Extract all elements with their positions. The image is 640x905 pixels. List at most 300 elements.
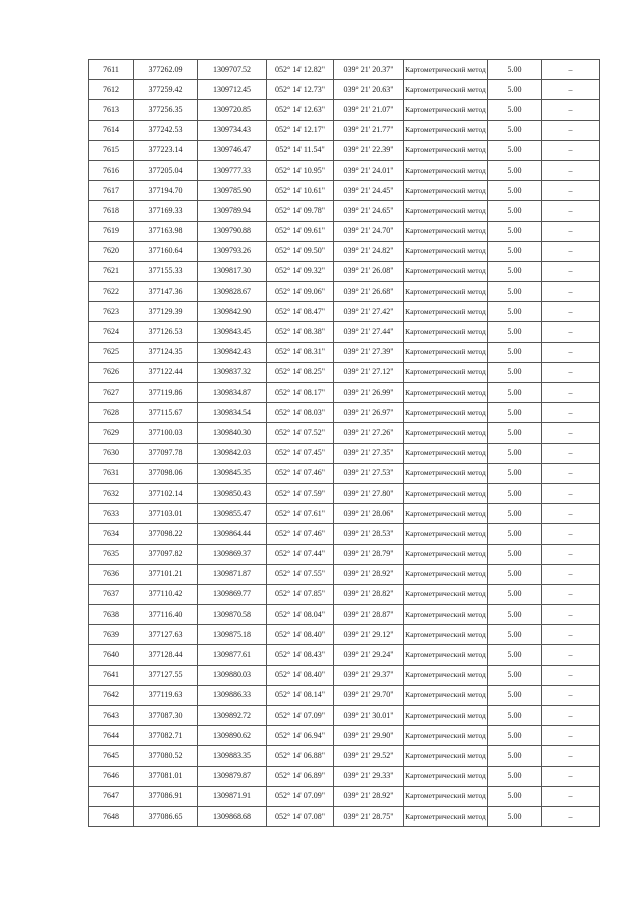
point-number-cell: 7639 xyxy=(89,625,134,645)
y-coordinate-cell: 1309892.72 xyxy=(198,706,267,726)
latitude-cell: 052° 14' 07.09" xyxy=(267,706,334,726)
method-cell: Картометрический метод xyxy=(404,685,488,705)
point-number-cell: 7631 xyxy=(89,463,134,483)
table-row xyxy=(89,625,600,645)
latitude-cell: 052° 14' 08.03" xyxy=(267,403,334,423)
x-coordinate-cell: 377115.67 xyxy=(134,403,198,423)
note-cell: – xyxy=(542,746,600,766)
method-cell: Картометрический метод xyxy=(404,584,488,604)
x-coordinate-cell: 377147.36 xyxy=(134,282,198,302)
x-coordinate-cell: 377129.39 xyxy=(134,302,198,322)
note-cell: – xyxy=(542,706,600,726)
accuracy-cell: 5.00 xyxy=(488,463,542,483)
y-coordinate-cell: 1309875.18 xyxy=(198,625,267,645)
table-row xyxy=(89,645,600,665)
point-number-cell: 7621 xyxy=(89,261,134,281)
latitude-cell: 052° 14' 12.82" xyxy=(267,60,334,80)
y-coordinate-cell: 1309712.45 xyxy=(198,80,267,100)
table-row xyxy=(89,685,600,705)
note-cell: – xyxy=(542,342,600,362)
point-number-cell: 7623 xyxy=(89,302,134,322)
table-row xyxy=(89,443,600,463)
longitude-cell: 039° 21' 24.01" xyxy=(334,160,404,180)
table-row xyxy=(89,181,600,201)
y-coordinate-cell: 1309817.30 xyxy=(198,261,267,281)
method-cell: Картометрический метод xyxy=(404,100,488,120)
y-coordinate-cell: 1309870.58 xyxy=(198,605,267,625)
y-coordinate-cell: 1309840.30 xyxy=(198,423,267,443)
longitude-cell: 039° 21' 28.82" xyxy=(334,584,404,604)
point-number-cell: 7644 xyxy=(89,726,134,746)
point-number-cell: 7626 xyxy=(89,362,134,382)
method-cell: Картометрический метод xyxy=(404,302,488,322)
method-cell: Картометрический метод xyxy=(404,282,488,302)
method-cell: Картометрический метод xyxy=(404,504,488,524)
y-coordinate-cell: 1309842.90 xyxy=(198,302,267,322)
table-row xyxy=(89,362,600,382)
note-cell: – xyxy=(542,645,600,665)
method-cell: Картометрический метод xyxy=(404,564,488,584)
x-coordinate-cell: 377086.91 xyxy=(134,786,198,806)
point-number-cell: 7615 xyxy=(89,140,134,160)
latitude-cell: 052° 14' 09.78" xyxy=(267,201,334,221)
table-row xyxy=(89,60,600,80)
point-number-cell: 7647 xyxy=(89,786,134,806)
accuracy-cell: 5.00 xyxy=(488,342,542,362)
latitude-cell: 052° 14' 10.95" xyxy=(267,160,334,180)
x-coordinate-cell: 377101.21 xyxy=(134,564,198,584)
note-cell: – xyxy=(542,160,600,180)
method-cell: Картометрический метод xyxy=(404,120,488,140)
method-cell: Картометрический метод xyxy=(404,221,488,241)
table-row xyxy=(89,423,600,443)
point-number-cell: 7638 xyxy=(89,605,134,625)
note-cell: – xyxy=(542,483,600,503)
note-cell: – xyxy=(542,443,600,463)
point-number-cell: 7648 xyxy=(89,806,134,826)
method-cell: Картометрический метод xyxy=(404,605,488,625)
note-cell: – xyxy=(542,504,600,524)
x-coordinate-cell: 377262.09 xyxy=(134,60,198,80)
accuracy-cell: 5.00 xyxy=(488,746,542,766)
accuracy-cell: 5.00 xyxy=(488,160,542,180)
y-coordinate-cell: 1309871.87 xyxy=(198,564,267,584)
x-coordinate-cell: 377126.53 xyxy=(134,322,198,342)
method-cell: Картометрический метод xyxy=(404,706,488,726)
note-cell: – xyxy=(542,362,600,382)
longitude-cell: 039° 21' 21.07" xyxy=(334,100,404,120)
table-row xyxy=(89,504,600,524)
x-coordinate-cell: 377155.33 xyxy=(134,261,198,281)
longitude-cell: 039° 21' 27.80" xyxy=(334,483,404,503)
latitude-cell: 052° 14' 09.50" xyxy=(267,241,334,261)
note-cell: – xyxy=(542,544,600,564)
table-row xyxy=(89,120,600,140)
point-number-cell: 7614 xyxy=(89,120,134,140)
latitude-cell: 052° 14' 08.31" xyxy=(267,342,334,362)
longitude-cell: 039° 21' 27.53" xyxy=(334,463,404,483)
longitude-cell: 039° 21' 26.97" xyxy=(334,403,404,423)
latitude-cell: 052° 14' 08.17" xyxy=(267,383,334,403)
note-cell: – xyxy=(542,463,600,483)
accuracy-cell: 5.00 xyxy=(488,201,542,221)
point-number-cell: 7630 xyxy=(89,443,134,463)
x-coordinate-cell: 377128.44 xyxy=(134,645,198,665)
note-cell: – xyxy=(542,140,600,160)
x-coordinate-cell: 377124.35 xyxy=(134,342,198,362)
note-cell: – xyxy=(542,766,600,786)
accuracy-cell: 5.00 xyxy=(488,261,542,281)
accuracy-cell: 5.00 xyxy=(488,241,542,261)
longitude-cell: 039° 21' 27.26" xyxy=(334,423,404,443)
x-coordinate-cell: 377097.78 xyxy=(134,443,198,463)
longitude-cell: 039° 21' 27.39" xyxy=(334,342,404,362)
note-cell: – xyxy=(542,302,600,322)
x-coordinate-cell: 377080.52 xyxy=(134,746,198,766)
accuracy-cell: 5.00 xyxy=(488,60,542,80)
table-row xyxy=(89,706,600,726)
table-row xyxy=(89,524,600,544)
accuracy-cell: 5.00 xyxy=(488,806,542,826)
longitude-cell: 039° 21' 30.01" xyxy=(334,706,404,726)
latitude-cell: 052° 14' 07.85" xyxy=(267,584,334,604)
point-number-cell: 7624 xyxy=(89,322,134,342)
y-coordinate-cell: 1309777.33 xyxy=(198,160,267,180)
method-cell: Картометрический метод xyxy=(404,80,488,100)
table-row xyxy=(89,746,600,766)
point-number-cell: 7612 xyxy=(89,80,134,100)
note-cell: – xyxy=(542,524,600,544)
method-cell: Картометрический метод xyxy=(404,261,488,281)
method-cell: Картометрический метод xyxy=(404,181,488,201)
longitude-cell: 039° 21' 20.37" xyxy=(334,60,404,80)
x-coordinate-cell: 377169.33 xyxy=(134,201,198,221)
note-cell: – xyxy=(542,221,600,241)
y-coordinate-cell: 1309734.43 xyxy=(198,120,267,140)
method-cell: Картометрический метод xyxy=(404,786,488,806)
longitude-cell: 039° 21' 29.24" xyxy=(334,645,404,665)
longitude-cell: 039° 21' 28.92" xyxy=(334,786,404,806)
x-coordinate-cell: 377098.22 xyxy=(134,524,198,544)
table-row xyxy=(89,140,600,160)
point-number-cell: 7620 xyxy=(89,241,134,261)
latitude-cell: 052° 14' 08.25" xyxy=(267,362,334,382)
latitude-cell: 052° 14' 08.43" xyxy=(267,645,334,665)
latitude-cell: 052° 14' 07.45" xyxy=(267,443,334,463)
longitude-cell: 039° 21' 24.45" xyxy=(334,181,404,201)
accuracy-cell: 5.00 xyxy=(488,564,542,584)
table-row xyxy=(89,726,600,746)
coordinates-table xyxy=(88,59,600,827)
note-cell: – xyxy=(542,120,600,140)
method-cell: Картометрический метод xyxy=(404,140,488,160)
x-coordinate-cell: 377256.35 xyxy=(134,100,198,120)
point-number-cell: 7636 xyxy=(89,564,134,584)
point-number-cell: 7619 xyxy=(89,221,134,241)
longitude-cell: 039° 21' 29.90" xyxy=(334,726,404,746)
table-row xyxy=(89,383,600,403)
accuracy-cell: 5.00 xyxy=(488,181,542,201)
point-number-cell: 7617 xyxy=(89,181,134,201)
table-row xyxy=(89,544,600,564)
accuracy-cell: 5.00 xyxy=(488,383,542,403)
longitude-cell: 039° 21' 28.92" xyxy=(334,564,404,584)
longitude-cell: 039° 21' 24.82" xyxy=(334,241,404,261)
y-coordinate-cell: 1309869.37 xyxy=(198,544,267,564)
x-coordinate-cell: 377223.14 xyxy=(134,140,198,160)
point-number-cell: 7625 xyxy=(89,342,134,362)
longitude-cell: 039° 21' 28.75" xyxy=(334,806,404,826)
latitude-cell: 052° 14' 08.04" xyxy=(267,605,334,625)
latitude-cell: 052° 14' 07.55" xyxy=(267,564,334,584)
y-coordinate-cell: 1309845.35 xyxy=(198,463,267,483)
latitude-cell: 052° 14' 06.88" xyxy=(267,746,334,766)
method-cell: Картометрический метод xyxy=(404,806,488,826)
note-cell: – xyxy=(542,241,600,261)
accuracy-cell: 5.00 xyxy=(488,322,542,342)
accuracy-cell: 5.00 xyxy=(488,544,542,564)
x-coordinate-cell: 377122.44 xyxy=(134,362,198,382)
method-cell: Картометрический метод xyxy=(404,322,488,342)
latitude-cell: 052° 14' 08.40" xyxy=(267,625,334,645)
method-cell: Картометрический метод xyxy=(404,403,488,423)
y-coordinate-cell: 1309886.33 xyxy=(198,685,267,705)
longitude-cell: 039° 21' 24.70" xyxy=(334,221,404,241)
x-coordinate-cell: 377259.42 xyxy=(134,80,198,100)
latitude-cell: 052° 14' 07.44" xyxy=(267,544,334,564)
longitude-cell: 039° 21' 20.63" xyxy=(334,80,404,100)
accuracy-cell: 5.00 xyxy=(488,362,542,382)
latitude-cell: 052° 14' 12.63" xyxy=(267,100,334,120)
note-cell: – xyxy=(542,181,600,201)
latitude-cell: 052° 14' 06.94" xyxy=(267,726,334,746)
y-coordinate-cell: 1309883.35 xyxy=(198,746,267,766)
table-row xyxy=(89,605,600,625)
method-cell: Картометрический метод xyxy=(404,625,488,645)
method-cell: Картометрический метод xyxy=(404,544,488,564)
latitude-cell: 052° 14' 07.46" xyxy=(267,463,334,483)
latitude-cell: 052° 14' 12.17" xyxy=(267,120,334,140)
note-cell: – xyxy=(542,201,600,221)
note-cell: – xyxy=(542,786,600,806)
latitude-cell: 052° 14' 11.54" xyxy=(267,140,334,160)
latitude-cell: 052° 14' 12.73" xyxy=(267,80,334,100)
longitude-cell: 039° 21' 27.44" xyxy=(334,322,404,342)
accuracy-cell: 5.00 xyxy=(488,282,542,302)
y-coordinate-cell: 1309720.85 xyxy=(198,100,267,120)
y-coordinate-cell: 1309785.90 xyxy=(198,181,267,201)
note-cell: – xyxy=(542,685,600,705)
method-cell: Картометрический метод xyxy=(404,524,488,544)
accuracy-cell: 5.00 xyxy=(488,140,542,160)
y-coordinate-cell: 1309880.03 xyxy=(198,665,267,685)
table-body xyxy=(89,60,600,827)
accuracy-cell: 5.00 xyxy=(488,120,542,140)
note-cell: – xyxy=(542,726,600,746)
accuracy-cell: 5.00 xyxy=(488,504,542,524)
table-row xyxy=(89,584,600,604)
table-row xyxy=(89,261,600,281)
y-coordinate-cell: 1309828.67 xyxy=(198,282,267,302)
accuracy-cell: 5.00 xyxy=(488,726,542,746)
note-cell: – xyxy=(542,625,600,645)
method-cell: Картометрический метод xyxy=(404,241,488,261)
longitude-cell: 039° 21' 29.70" xyxy=(334,685,404,705)
latitude-cell: 052° 14' 06.89" xyxy=(267,766,334,786)
method-cell: Картометрический метод xyxy=(404,766,488,786)
longitude-cell: 039° 21' 26.99" xyxy=(334,383,404,403)
x-coordinate-cell: 377087.30 xyxy=(134,706,198,726)
longitude-cell: 039° 21' 29.37" xyxy=(334,665,404,685)
y-coordinate-cell: 1309789.94 xyxy=(198,201,267,221)
point-number-cell: 7627 xyxy=(89,383,134,403)
y-coordinate-cell: 1309793.26 xyxy=(198,241,267,261)
latitude-cell: 052° 14' 07.09" xyxy=(267,786,334,806)
point-number-cell: 7634 xyxy=(89,524,134,544)
note-cell: – xyxy=(542,403,600,423)
longitude-cell: 039° 21' 26.08" xyxy=(334,261,404,281)
longitude-cell: 039° 21' 27.12" xyxy=(334,362,404,382)
table-row xyxy=(89,806,600,826)
longitude-cell: 039° 21' 29.33" xyxy=(334,766,404,786)
accuracy-cell: 5.00 xyxy=(488,605,542,625)
table-row xyxy=(89,483,600,503)
accuracy-cell: 5.00 xyxy=(488,584,542,604)
method-cell: Картометрический метод xyxy=(404,463,488,483)
latitude-cell: 052° 14' 07.59" xyxy=(267,483,334,503)
x-coordinate-cell: 377100.03 xyxy=(134,423,198,443)
table-row xyxy=(89,665,600,685)
method-cell: Картометрический метод xyxy=(404,60,488,80)
y-coordinate-cell: 1309869.77 xyxy=(198,584,267,604)
y-coordinate-cell: 1309837.32 xyxy=(198,362,267,382)
point-number-cell: 7616 xyxy=(89,160,134,180)
x-coordinate-cell: 377097.82 xyxy=(134,544,198,564)
longitude-cell: 039° 21' 26.68" xyxy=(334,282,404,302)
longitude-cell: 039° 21' 24.65" xyxy=(334,201,404,221)
x-coordinate-cell: 377119.63 xyxy=(134,685,198,705)
table-row xyxy=(89,403,600,423)
table-row xyxy=(89,221,600,241)
point-number-cell: 7622 xyxy=(89,282,134,302)
point-number-cell: 7613 xyxy=(89,100,134,120)
point-number-cell: 7633 xyxy=(89,504,134,524)
latitude-cell: 052° 14' 07.61" xyxy=(267,504,334,524)
method-cell: Картометрический метод xyxy=(404,201,488,221)
y-coordinate-cell: 1309790.88 xyxy=(198,221,267,241)
x-coordinate-cell: 377086.65 xyxy=(134,806,198,826)
longitude-cell: 039° 21' 28.79" xyxy=(334,544,404,564)
table-row xyxy=(89,100,600,120)
table-row xyxy=(89,766,600,786)
note-cell: – xyxy=(542,100,600,120)
latitude-cell: 052° 14' 07.46" xyxy=(267,524,334,544)
y-coordinate-cell: 1309707.52 xyxy=(198,60,267,80)
note-cell: – xyxy=(542,564,600,584)
latitude-cell: 052° 14' 08.14" xyxy=(267,685,334,705)
method-cell: Картометрический метод xyxy=(404,342,488,362)
table-row xyxy=(89,302,600,322)
accuracy-cell: 5.00 xyxy=(488,625,542,645)
method-cell: Картометрический метод xyxy=(404,423,488,443)
y-coordinate-cell: 1309834.87 xyxy=(198,383,267,403)
y-coordinate-cell: 1309890.62 xyxy=(198,726,267,746)
longitude-cell: 039° 21' 27.42" xyxy=(334,302,404,322)
latitude-cell: 052° 14' 07.08" xyxy=(267,806,334,826)
point-number-cell: 7637 xyxy=(89,584,134,604)
x-coordinate-cell: 377205.04 xyxy=(134,160,198,180)
point-number-cell: 7618 xyxy=(89,201,134,221)
y-coordinate-cell: 1309871.91 xyxy=(198,786,267,806)
y-coordinate-cell: 1309746.47 xyxy=(198,140,267,160)
table-row xyxy=(89,463,600,483)
table-row xyxy=(89,342,600,362)
table-row xyxy=(89,564,600,584)
accuracy-cell: 5.00 xyxy=(488,766,542,786)
point-number-cell: 7629 xyxy=(89,423,134,443)
method-cell: Картометрический метод xyxy=(404,362,488,382)
note-cell: – xyxy=(542,261,600,281)
longitude-cell: 039° 21' 22.39" xyxy=(334,140,404,160)
point-number-cell: 7628 xyxy=(89,403,134,423)
note-cell: – xyxy=(542,605,600,625)
accuracy-cell: 5.00 xyxy=(488,100,542,120)
note-cell: – xyxy=(542,60,600,80)
method-cell: Картометрический метод xyxy=(404,383,488,403)
y-coordinate-cell: 1309842.43 xyxy=(198,342,267,362)
longitude-cell: 039° 21' 29.52" xyxy=(334,746,404,766)
y-coordinate-cell: 1309864.44 xyxy=(198,524,267,544)
longitude-cell: 039° 21' 27.35" xyxy=(334,443,404,463)
x-coordinate-cell: 377082.71 xyxy=(134,726,198,746)
method-cell: Картометрический метод xyxy=(404,645,488,665)
accuracy-cell: 5.00 xyxy=(488,483,542,503)
point-number-cell: 7642 xyxy=(89,685,134,705)
x-coordinate-cell: 377102.14 xyxy=(134,483,198,503)
x-coordinate-cell: 377081.01 xyxy=(134,766,198,786)
latitude-cell: 052° 14' 09.32" xyxy=(267,261,334,281)
note-cell: – xyxy=(542,383,600,403)
method-cell: Картометрический метод xyxy=(404,483,488,503)
x-coordinate-cell: 377160.64 xyxy=(134,241,198,261)
y-coordinate-cell: 1309877.61 xyxy=(198,645,267,665)
x-coordinate-cell: 377098.06 xyxy=(134,463,198,483)
point-number-cell: 7641 xyxy=(89,665,134,685)
longitude-cell: 039° 21' 28.53" xyxy=(334,524,404,544)
latitude-cell: 052° 14' 10.61" xyxy=(267,181,334,201)
accuracy-cell: 5.00 xyxy=(488,221,542,241)
longitude-cell: 039° 21' 28.87" xyxy=(334,605,404,625)
y-coordinate-cell: 1309842.03 xyxy=(198,443,267,463)
table-row xyxy=(89,241,600,261)
longitude-cell: 039° 21' 28.06" xyxy=(334,504,404,524)
method-cell: Картометрический метод xyxy=(404,443,488,463)
table-row xyxy=(89,201,600,221)
latitude-cell: 052° 14' 08.38" xyxy=(267,322,334,342)
note-cell: – xyxy=(542,584,600,604)
note-cell: – xyxy=(542,282,600,302)
latitude-cell: 052° 14' 08.47" xyxy=(267,302,334,322)
table-row xyxy=(89,322,600,342)
longitude-cell: 039° 21' 29.12" xyxy=(334,625,404,645)
x-coordinate-cell: 377103.01 xyxy=(134,504,198,524)
accuracy-cell: 5.00 xyxy=(488,302,542,322)
y-coordinate-cell: 1309868.68 xyxy=(198,806,267,826)
accuracy-cell: 5.00 xyxy=(488,423,542,443)
table-row xyxy=(89,786,600,806)
latitude-cell: 052° 14' 09.61" xyxy=(267,221,334,241)
longitude-cell: 039° 21' 21.77" xyxy=(334,120,404,140)
